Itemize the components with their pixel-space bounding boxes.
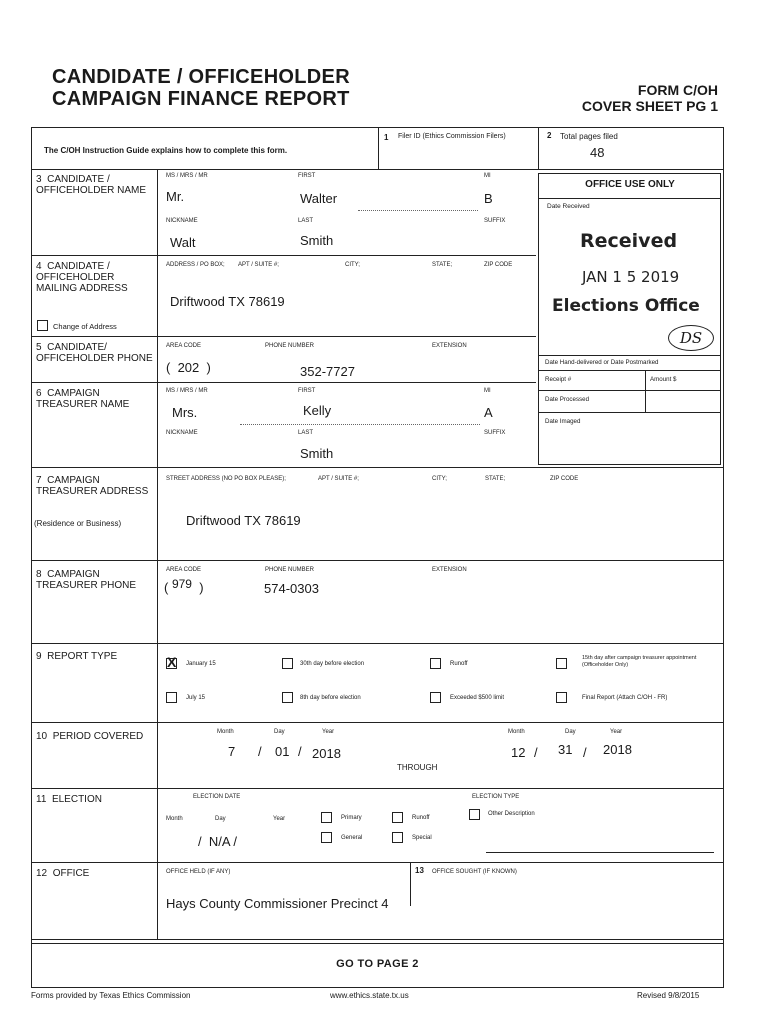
candidate-address: Driftwood TX 78619 (170, 294, 285, 309)
office-sought-label: OFFICE SOUGHT (IF KNOWN) (432, 869, 517, 875)
section-6-label: 6 CAMPAIGN TREASURER NAME (36, 388, 130, 410)
office-held-value: Hays County Commissioner Precinct 4 (166, 896, 389, 911)
report-type-8day-checkbox[interactable] (282, 692, 293, 703)
treasurer-title: Mrs. (172, 405, 198, 420)
section-8-label: 8 CAMPAIGN TREASURER PHONE (36, 569, 137, 591)
treasurer-area-code: ( 979 ) (164, 577, 204, 595)
staff-initials: DS (668, 325, 714, 351)
form-title-line1: CANDIDATE / OFFICEHOLDER (52, 66, 350, 88)
report-type-final-checkbox[interactable] (556, 692, 567, 703)
report-type-15day-checkbox[interactable] (556, 658, 567, 669)
candidate-title: Mr. (166, 189, 185, 204)
footer-url: www.ethics.state.tx.us (330, 991, 409, 1000)
period-to-day: 31 (558, 742, 573, 757)
candidate-last: Smith (300, 233, 334, 248)
election-primary-checkbox[interactable] (321, 812, 332, 823)
election-date: / N/A / (198, 834, 238, 849)
section-9-label: 9 REPORT TYPE (36, 651, 118, 662)
elections-office-stamp: Elections Office (552, 296, 700, 316)
treasurer-phone: 574-0303 (264, 581, 319, 596)
total-pages-value: 48 (590, 145, 605, 160)
treasurer-mi: A (484, 405, 493, 420)
election-general-checkbox[interactable] (321, 832, 332, 843)
period-to-year: 2018 (603, 742, 632, 757)
section-3-label: 3 CANDIDATE / OFFICEHOLDER NAME (36, 174, 147, 196)
total-pages-label: Total pages filed (560, 132, 618, 141)
section-7-label: 7 CAMPAIGN TREASURER ADDRESS (36, 475, 149, 497)
form-id-line1: FORM C/OH (637, 82, 718, 98)
election-runoff-checkbox[interactable] (392, 812, 403, 823)
treasurer-address: Driftwood TX 78619 (186, 513, 301, 528)
candidate-phone: 352-7727 (300, 364, 355, 379)
form-title-line2: CAMPAIGN FINANCE REPORT (52, 88, 350, 110)
treasurer-first: Kelly (303, 403, 332, 418)
candidate-nickname: Walt (170, 235, 196, 250)
period-to-month: 12 (511, 745, 526, 760)
footer-revised: Revised 9/8/2015 (637, 991, 700, 1000)
form-id-line2: COVER SHEET PG 1 (581, 98, 718, 114)
footer-provided: Forms provided by Texas Ethics Commission (31, 991, 191, 1000)
period-from-day: 01 (275, 744, 290, 759)
candidate-area-code: ( 202 ) (166, 360, 211, 375)
period-from-month: 7 (228, 744, 236, 759)
jan15-check-mark: X (167, 654, 177, 670)
change-of-address-checkbox[interactable] (37, 320, 48, 331)
received-stamp: Received (580, 230, 678, 252)
office-use-title: OFFICE USE ONLY (585, 179, 675, 190)
treasurer-last: Smith (300, 446, 334, 461)
section-4-label: 4 CANDIDATE / OFFICEHOLDER MAILING ADDRESS (36, 261, 128, 294)
section-12-label: 12 OFFICE (36, 868, 90, 879)
candidate-mi: B (484, 191, 493, 206)
candidate-first: Walter (300, 191, 338, 206)
section-10-label: 10 PERIOD COVERED (36, 731, 144, 742)
report-type-jul15-checkbox[interactable] (166, 692, 177, 703)
election-other-checkbox[interactable] (469, 809, 480, 820)
period-from-year: 2018 (312, 746, 341, 761)
report-type-runoff-checkbox[interactable] (430, 658, 441, 669)
election-special-checkbox[interactable] (392, 832, 403, 843)
go-to-page-2: GO TO PAGE 2 (336, 958, 419, 970)
report-type-30day-checkbox[interactable] (282, 658, 293, 669)
section-11-label: 11 ELECTION (36, 794, 102, 805)
filer-id-label: Filer ID (Ethics Commission Filers) (398, 133, 506, 140)
section-5-label: 5 CANDIDATE/ OFFICEHOLDER PHONE (36, 342, 153, 364)
instruction-note: The C/OH Instruction Guide explains how to complete this form. (44, 146, 288, 155)
report-type-exceeded-checkbox[interactable] (430, 692, 441, 703)
received-stamp-date: JAN 1 5 2019 (582, 268, 680, 286)
